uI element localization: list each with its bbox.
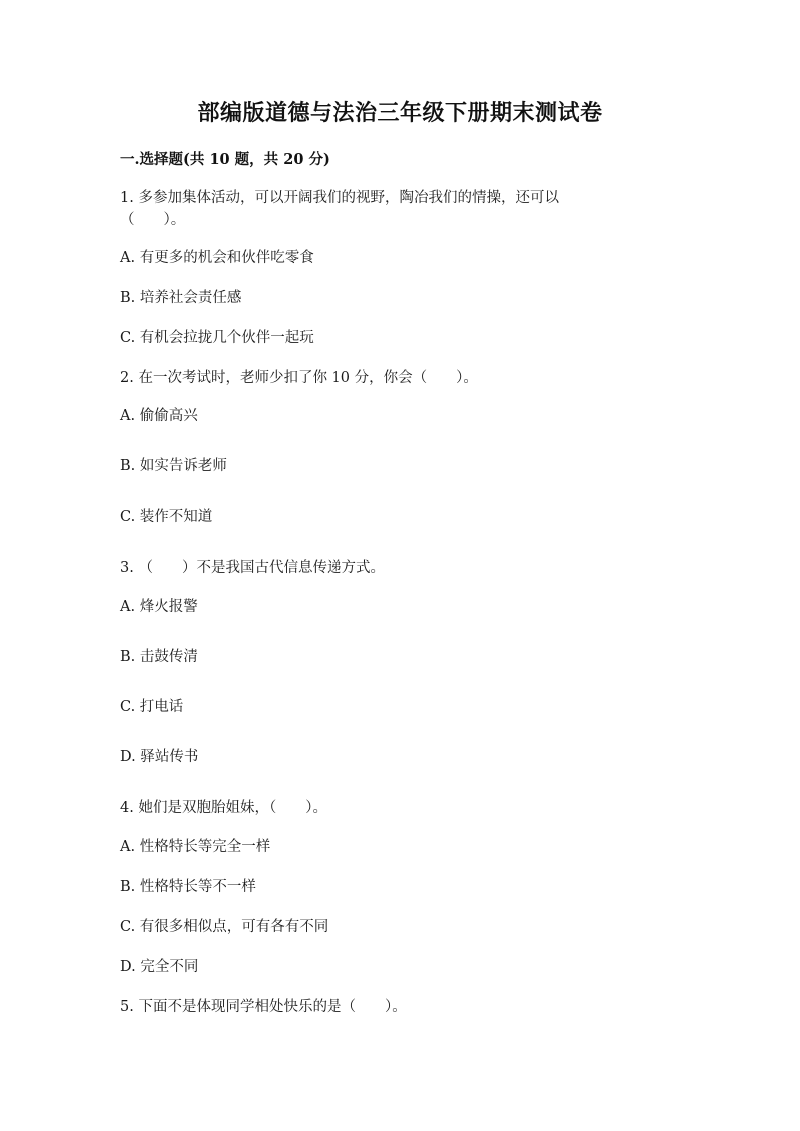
question-1-option-a: A. 有更多的机会和伙伴吃零食 xyxy=(120,250,314,266)
question-2-option-b: B. 如实告诉老师 xyxy=(120,458,227,474)
section-heading: 一.选择题(共 10 题，共 20 分) xyxy=(120,151,330,168)
question-1-stem: 1. 多参加集体活动，可以开阔我们的视野，陶冶我们的情操，还可以 xyxy=(120,190,559,206)
question-2-option-c: C. 装作不知道 xyxy=(120,509,213,525)
question-3-stem: 3. （ ）不是我国古代信息传递方式。 xyxy=(120,560,385,576)
question-4-stem: 4. 她们是双胞胎姐妹，（ ）。 xyxy=(120,800,327,816)
exam-title: 部编版道德与法治三年级下册期末测试卷 xyxy=(197,100,603,126)
question-4-option-b: B. 性格特长等不一样 xyxy=(120,879,256,895)
question-4-option-a: A. 性格特长等完全一样 xyxy=(120,839,271,855)
question-4-option-d: D. 完全不同 xyxy=(120,959,199,975)
question-1-option-c: C. 有机会拉拢几个伙伴一起玩 xyxy=(120,330,314,346)
question-1-option-b: B. 培养社会责任感 xyxy=(120,290,242,306)
question-2-stem: 2. 在一次考试时，老师少扣了你 10 分，你会（ ）。 xyxy=(120,370,478,386)
question-1-stem-continued: （ ）。 xyxy=(120,212,186,228)
question-4-option-c: C. 有很多相似点，可有各有不同 xyxy=(120,919,329,935)
question-3-option-d: D. 驿站传书 xyxy=(120,749,199,765)
question-2-option-a: A. 偷偷高兴 xyxy=(120,408,198,424)
question-3-option-b: B. 击鼓传清 xyxy=(120,649,198,665)
question-5-stem: 5. 下面不是体现同学相处快乐的是（ ）。 xyxy=(120,999,407,1015)
question-3-option-a: A. 烽火报警 xyxy=(120,599,198,615)
question-3-option-c: C. 打电话 xyxy=(120,699,184,715)
